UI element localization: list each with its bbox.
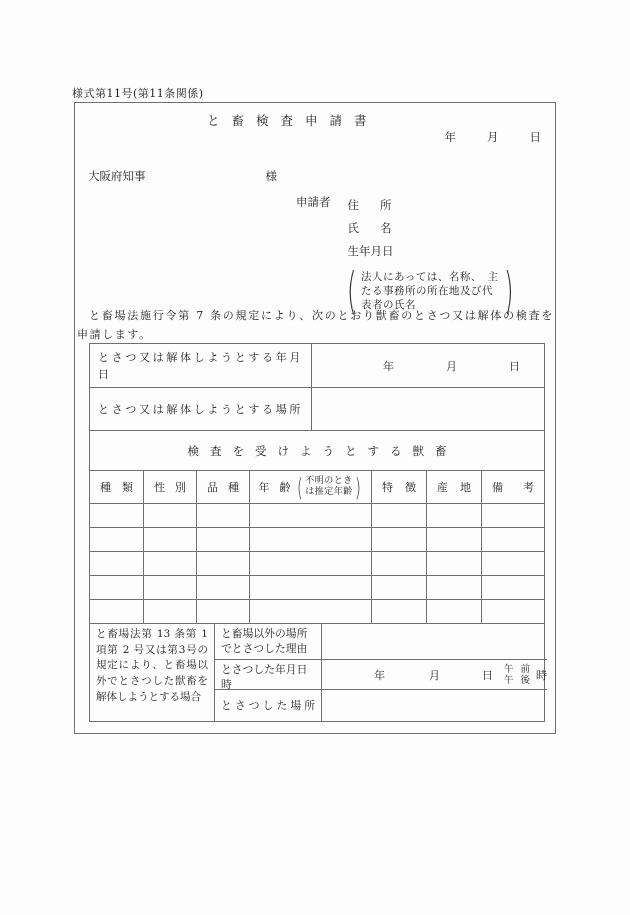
corporate-note-line: たる事務所の所在地及び代 bbox=[361, 285, 494, 297]
outside-slaughter-section bbox=[90, 624, 547, 721]
livestock-empty-cell bbox=[144, 552, 197, 576]
application-date-line bbox=[445, 129, 542, 145]
slaughter-place-label-cell: とさつした場所 bbox=[215, 690, 322, 721]
addressee-honorific: 様 bbox=[265, 169, 277, 183]
day-label: 日 bbox=[509, 359, 520, 373]
livestock-empty-cell bbox=[427, 576, 482, 600]
corporate-note-line: 法人にあっては、名称、 主 bbox=[361, 271, 499, 283]
livestock-empty-cell bbox=[144, 528, 197, 552]
applicant-birthdate-label: 生年月日 bbox=[347, 244, 394, 258]
livestock-empty-cell bbox=[144, 576, 197, 600]
livestock-empty-cell bbox=[250, 504, 372, 528]
slaughter-place-value-cell bbox=[322, 690, 547, 721]
form-title: と畜検査申請書 bbox=[207, 113, 379, 128]
livestock-empty-cell bbox=[427, 504, 482, 528]
schedule-table bbox=[90, 344, 544, 431]
applicant-address-label: 住所 bbox=[347, 198, 392, 212]
declaration-text: と畜場法施行令第 7 条の規定により、次のとおり獣畜のとさつ又は解体の検査を申請します。 bbox=[77, 309, 554, 341]
col-header-age: 年齢 ( 不明のとき は推定年齢 ) bbox=[250, 471, 372, 504]
livestock-empty-cell bbox=[144, 504, 197, 528]
schedule-place-label-cell: とさつ又は解体しようとする場所 bbox=[90, 388, 312, 431]
livestock-empty-cell bbox=[197, 576, 250, 600]
livestock-empty-cell bbox=[482, 552, 544, 576]
application-table bbox=[89, 343, 545, 722]
age-note-paren-right: ) bbox=[354, 472, 361, 502]
corporate-note-paren-right: ) bbox=[503, 262, 514, 320]
am-label: 午前 bbox=[504, 663, 530, 675]
livestock-empty-cell bbox=[372, 576, 427, 600]
form-number: 様式第11号(第11条関係) bbox=[72, 87, 204, 100]
age-note: 不明のとき は推定年齢 bbox=[305, 476, 353, 497]
col-header-origin: 産地 bbox=[427, 471, 482, 504]
reason-label-cell: と畜場以外の場所でとさつした理由 bbox=[215, 624, 322, 660]
livestock-empty-cell bbox=[427, 600, 482, 624]
livestock-empty-rows bbox=[90, 504, 544, 624]
day-label: 日 bbox=[529, 130, 541, 144]
year-label: 年 bbox=[444, 130, 456, 144]
livestock-empty-cell bbox=[90, 504, 144, 528]
livestock-empty-cell bbox=[197, 504, 250, 528]
livestock-empty-cell bbox=[90, 576, 144, 600]
livestock-section-title: 検査を受けようとする獣畜 bbox=[187, 443, 458, 458]
addressee-line bbox=[88, 168, 277, 184]
hour-label: 時 bbox=[536, 668, 547, 682]
outside-slaughter-case-label: と畜場法第 13 条第 1 項第 2 号又は第3号の規定により、と畜場以外でとさつした獣畜を解体しようとする場合 bbox=[90, 624, 215, 721]
corporate-note-paren-left: ( bbox=[346, 262, 357, 320]
addressee-name: 大阪府知事 bbox=[88, 169, 146, 183]
livestock-empty-cell bbox=[372, 600, 427, 624]
livestock-empty-cell bbox=[250, 576, 372, 600]
corporate-note-line: 表者の氏名 bbox=[361, 299, 417, 311]
col-header-breed: 品種 bbox=[197, 471, 250, 504]
livestock-section-header bbox=[90, 431, 544, 471]
age-note-paren-left: ( bbox=[297, 472, 304, 502]
livestock-empty-cell bbox=[372, 528, 427, 552]
livestock-empty-cell bbox=[482, 528, 544, 552]
livestock-empty-cell bbox=[427, 552, 482, 576]
livestock-empty-cell bbox=[197, 600, 250, 624]
livestock-header-row bbox=[90, 471, 544, 504]
applicant-label: 申請者 bbox=[296, 195, 331, 209]
col-header-type: 種類 bbox=[90, 471, 144, 504]
livestock-empty-cell bbox=[197, 528, 250, 552]
month-label: 月 bbox=[446, 359, 457, 373]
slaughter-datetime-value-cell bbox=[322, 660, 547, 690]
applicant-block bbox=[296, 194, 518, 320]
day-label: 日 bbox=[482, 668, 493, 682]
schedule-date-value-cell bbox=[312, 344, 544, 388]
livestock-empty-cell bbox=[144, 600, 197, 624]
applicant-name-label: 氏名 bbox=[347, 221, 392, 235]
slaughter-datetime-label-cell: とさつした年月日時 bbox=[215, 660, 322, 690]
livestock-empty-cell bbox=[427, 528, 482, 552]
livestock-empty-cell bbox=[482, 600, 544, 624]
schedule-place-value-cell bbox=[312, 388, 544, 431]
livestock-empty-cell bbox=[372, 552, 427, 576]
livestock-empty-cell bbox=[90, 528, 144, 552]
livestock-empty-cell bbox=[90, 600, 144, 624]
livestock-empty-cell bbox=[250, 528, 372, 552]
livestock-empty-cell bbox=[250, 552, 372, 576]
form-border bbox=[74, 102, 556, 734]
col-header-features: 特徴 bbox=[372, 471, 427, 504]
am-pm-labels bbox=[504, 664, 530, 686]
year-label: 年 bbox=[383, 359, 394, 373]
reason-value-cell bbox=[322, 624, 547, 660]
livestock-empty-cell bbox=[482, 576, 544, 600]
year-label: 年 bbox=[374, 668, 385, 682]
col-header-remarks: 備考 bbox=[482, 471, 544, 504]
pm-label: 午後 bbox=[504, 674, 530, 686]
livestock-empty-cell bbox=[250, 600, 372, 624]
livestock-empty-cell bbox=[482, 504, 544, 528]
livestock-empty-cell bbox=[90, 552, 144, 576]
month-label: 月 bbox=[429, 668, 440, 682]
month-label: 月 bbox=[487, 130, 499, 144]
schedule-date-label-cell: とさつ又は解体しようとする年月日 bbox=[90, 344, 312, 388]
livestock-empty-cell bbox=[197, 552, 250, 576]
col-header-sex: 性別 bbox=[144, 471, 197, 504]
livestock-empty-cell bbox=[372, 504, 427, 528]
